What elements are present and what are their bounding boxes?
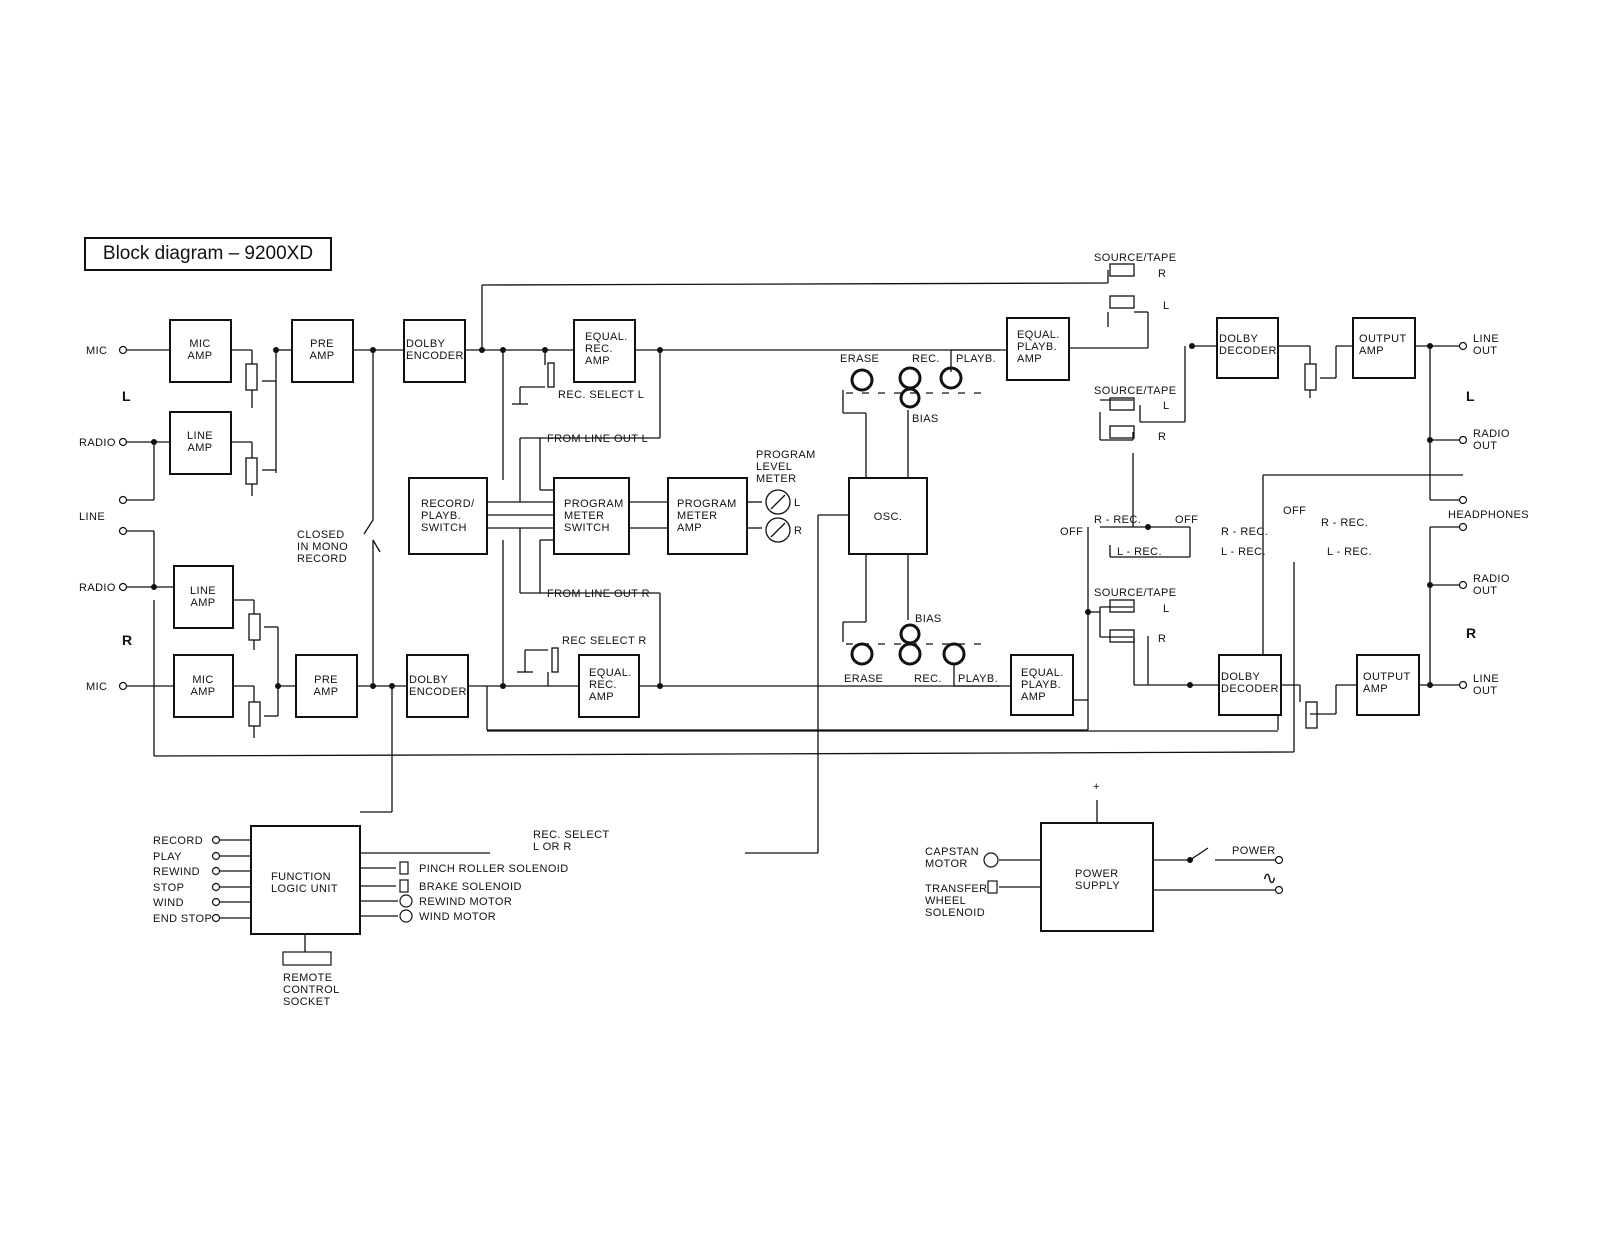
from-line-out-l-label: FROM LINE OUT L bbox=[547, 433, 649, 445]
equal-playb-amp-r-label-3: AMP bbox=[1021, 691, 1047, 703]
fn-input-play: PLAY bbox=[153, 851, 182, 863]
junction-dot bbox=[370, 347, 376, 353]
output-amp-l-label-2: AMP bbox=[1359, 345, 1385, 357]
end-stop-terminal bbox=[213, 915, 220, 922]
fn-input-end-stop: END STOP bbox=[153, 913, 213, 925]
wind-motor-icon bbox=[400, 910, 412, 922]
record-terminal bbox=[213, 837, 220, 844]
mic-r-terminal bbox=[120, 683, 127, 690]
function-logic-unit-label-2: LOGIC UNIT bbox=[271, 883, 338, 895]
source-tape-1-label: SOURCE/TAPE bbox=[1094, 252, 1177, 264]
block-labels bbox=[187, 329, 1411, 895]
line-amp-r-label-1: LINE bbox=[189, 585, 217, 597]
channel-l-left-label: L bbox=[122, 388, 131, 404]
dolby-decoder-l-label-1: DOLBY bbox=[1219, 333, 1259, 345]
pinch-roller-solenoid-icon bbox=[400, 862, 408, 874]
channel-r-left-label: R bbox=[122, 632, 133, 648]
bias-coil-l-icon bbox=[901, 389, 919, 407]
junction-dot bbox=[273, 347, 279, 353]
function-logic-unit-label-1: FUNCTION bbox=[271, 871, 332, 883]
capstan-motor-label-1: CAPSTAN bbox=[925, 846, 979, 858]
l-rec-3-label: L - REC. bbox=[1327, 546, 1372, 558]
closed-in-mono-label-1: CLOSED bbox=[297, 529, 345, 541]
program-meter-amp-label-1: PROGRAM bbox=[677, 498, 737, 510]
power-terminal-1 bbox=[1276, 857, 1283, 864]
potentiometer-icon bbox=[1305, 364, 1316, 390]
source-tape-3-label: SOURCE/TAPE bbox=[1094, 587, 1177, 599]
equal-rec-amp-l-label-3: AMP bbox=[585, 355, 611, 367]
mic-l-label: MIC bbox=[86, 345, 108, 357]
line-amp-l-label-2: AMP bbox=[187, 442, 213, 454]
junction-dot bbox=[1187, 857, 1193, 863]
program-meter-amp-label-2: METER bbox=[677, 510, 718, 522]
junction-dot bbox=[1427, 343, 1433, 349]
equal-rec-amp-r-label-2: REC. bbox=[589, 679, 617, 691]
channel-l-right-label: L bbox=[1466, 388, 1475, 404]
source-tape-1-l-label: L bbox=[1163, 300, 1170, 312]
source-tape-3-l-label: L bbox=[1163, 603, 1170, 615]
source-tape-switch-icon bbox=[1110, 600, 1134, 612]
equal-playb-amp-l-label-2: PLAYB. bbox=[1017, 341, 1058, 353]
r-rec-3-label: R - REC. bbox=[1321, 517, 1369, 529]
junction-dot bbox=[1187, 682, 1193, 688]
rec-r-label: REC. bbox=[914, 673, 942, 685]
junction-dot bbox=[1427, 582, 1433, 588]
fn-input-rewind: REWIND bbox=[153, 866, 201, 878]
playb-head-r-icon bbox=[944, 644, 964, 664]
junction-dot bbox=[151, 584, 157, 590]
dolby-encoder-l-label-2: ENCODER bbox=[406, 350, 464, 362]
program-meter-amp-label-3: AMP bbox=[677, 522, 703, 534]
equal-playb-amp-r-label-2: PLAYB. bbox=[1021, 679, 1062, 691]
junction-dot bbox=[542, 347, 548, 353]
headphones-label: HEADPHONES bbox=[1448, 509, 1530, 521]
output-amp-r-label-1: OUTPUT bbox=[1363, 671, 1411, 683]
channel-r-right-label: R bbox=[1466, 625, 1477, 641]
power-supply-label-2: SUPPLY bbox=[1075, 880, 1120, 892]
l-rec-1-label: L - REC. bbox=[1117, 546, 1162, 558]
power-supply-label-1: POWER bbox=[1075, 868, 1119, 880]
erase-r-label: ERASE bbox=[844, 673, 884, 685]
headphones-l-terminal bbox=[1460, 497, 1467, 504]
off-1-label: OFF bbox=[1175, 514, 1199, 526]
radio-r-label: RADIO bbox=[79, 582, 116, 594]
line-out-l-label-1: LINE bbox=[1473, 333, 1500, 345]
headphones-r-terminal bbox=[1460, 524, 1467, 531]
potentiometer-icon bbox=[249, 614, 260, 640]
line-l-terminal bbox=[120, 497, 127, 504]
junction-dot bbox=[500, 347, 506, 353]
fn-input-wind: WIND bbox=[153, 897, 184, 909]
junction-dot bbox=[1085, 609, 1091, 615]
mic-amp-l-label-2: AMP bbox=[187, 350, 213, 362]
from-line-out-r-label: FROM LINE OUT R bbox=[547, 588, 650, 600]
fn-input-record: RECORD bbox=[153, 835, 204, 847]
potentiometer-icon bbox=[246, 364, 257, 390]
dolby-decoder-l-label-2: DECODER bbox=[1219, 345, 1277, 357]
line-out-r-label-2: OUT bbox=[1473, 685, 1498, 697]
rewind-motor-icon bbox=[400, 895, 412, 907]
brake-solenoid-icon bbox=[400, 880, 408, 892]
rec-l-label: REC. bbox=[912, 353, 940, 365]
line-out-l-label-2: OUT bbox=[1473, 345, 1498, 357]
erase-l-label: ERASE bbox=[840, 353, 880, 365]
stop-terminal bbox=[213, 884, 220, 891]
fn-output-rewind-motor: REWIND MOTOR bbox=[419, 896, 513, 908]
dolby-decoder-r-label-2: DECODER bbox=[1221, 683, 1279, 695]
osc-label: OSC. bbox=[873, 511, 903, 523]
pre-amp-l-label-1: PRE bbox=[310, 338, 334, 350]
junction-dot bbox=[1427, 437, 1433, 443]
line-out-l-terminal bbox=[1460, 343, 1467, 350]
rec-head-l-icon bbox=[900, 368, 920, 388]
potentiometer-icon bbox=[246, 458, 257, 484]
equal-rec-amp-l-label-2: REC. bbox=[585, 343, 613, 355]
dolby-encoder-r-label-1: DOLBY bbox=[409, 674, 449, 686]
junction-dot bbox=[657, 347, 663, 353]
output-amp-l-label-1: OUTPUT bbox=[1359, 333, 1407, 345]
equal-rec-amp-l-label-1: EQUAL. bbox=[585, 331, 628, 343]
transfer-wheel-label-1: TRANSFER bbox=[925, 883, 988, 895]
pre-amp-r-label-1: PRE bbox=[314, 674, 338, 686]
junction-dot bbox=[275, 683, 281, 689]
equal-playb-amp-l-label-3: AMP bbox=[1017, 353, 1043, 365]
junction-dot bbox=[500, 683, 506, 689]
closed-in-mono-label-3: RECORD bbox=[297, 553, 348, 565]
source-tape-3-r-label: R bbox=[1158, 633, 1167, 645]
r-rec-2-label: R - REC. bbox=[1221, 526, 1269, 538]
potentiometer-icon bbox=[1306, 702, 1317, 728]
line-amp-l-label-1: LINE bbox=[186, 430, 214, 442]
erase-head-r-icon bbox=[852, 644, 872, 664]
mic-amp-r-label-2: AMP bbox=[190, 686, 216, 698]
line-out-r-label-1: LINE bbox=[1473, 673, 1500, 685]
wind-terminal bbox=[213, 899, 220, 906]
page-title: Block diagram – 9200XD bbox=[84, 237, 332, 271]
source-tape-2-l-label: L bbox=[1163, 400, 1170, 412]
play-terminal bbox=[213, 853, 220, 860]
remote-control-socket-icon bbox=[283, 952, 331, 965]
radio-out-l-terminal bbox=[1460, 437, 1467, 444]
pre-amp-l-label-2: AMP bbox=[309, 350, 335, 362]
line-label: LINE bbox=[79, 511, 106, 523]
source-tape-switch-icon bbox=[1110, 630, 1134, 642]
program-level-meter-label-2: LEVEL bbox=[756, 461, 793, 473]
program-meter-switch-label-1: PROGRAM bbox=[564, 498, 624, 510]
closed-in-mono-label-2: IN MONO bbox=[297, 541, 349, 553]
remote-control-label-1: REMOTE bbox=[283, 972, 333, 984]
playb-r-label: PLAYB. bbox=[958, 673, 999, 685]
rec-select-l-or-r-label-2: L OR R bbox=[533, 841, 572, 853]
junction-dot bbox=[389, 683, 395, 689]
dolby-encoder-r-label-2: ENCODER bbox=[409, 686, 467, 698]
junction-dot bbox=[1427, 682, 1433, 688]
junction-dot bbox=[151, 439, 157, 445]
capstan-motor-label-2: MOTOR bbox=[925, 858, 968, 870]
program-level-meter-label-3: METER bbox=[756, 473, 797, 485]
r-rec-1-label: R - REC. bbox=[1094, 514, 1142, 526]
bias-coil-r-icon bbox=[901, 625, 919, 643]
mic-amp-l-label-1: MIC bbox=[189, 338, 211, 350]
fn-output-wind-motor: WIND MOTOR bbox=[419, 911, 497, 923]
playb-l-label: PLAYB. bbox=[956, 353, 997, 365]
meter-r-label: R bbox=[794, 525, 803, 537]
blocks bbox=[170, 318, 1419, 934]
source-tape-switch-icon bbox=[1110, 296, 1134, 308]
radio-l-terminal bbox=[120, 439, 127, 446]
output-amp-r-label-2: AMP bbox=[1363, 683, 1389, 695]
equal-rec-amp-r-label-3: AMP bbox=[589, 691, 615, 703]
line-out-r-terminal bbox=[1460, 682, 1467, 689]
rec-select-r-label: REC SELECT R bbox=[562, 635, 647, 647]
source-tape-2-label: SOURCE/TAPE bbox=[1094, 385, 1177, 397]
radio-out-l-label-1: RADIO bbox=[1473, 428, 1510, 440]
line-amp-r-label-2: AMP bbox=[190, 597, 216, 609]
dolby-encoder-l-label-1: DOLBY bbox=[406, 338, 446, 350]
record-playb-switch-label-3: SWITCH bbox=[421, 522, 467, 534]
mic-r-label: MIC bbox=[86, 681, 108, 693]
meters bbox=[766, 490, 790, 542]
equal-rec-amp-r-label-1: EQUAL. bbox=[589, 667, 632, 679]
junction-dots bbox=[151, 343, 1433, 863]
bias-r-label: BIAS bbox=[915, 613, 942, 625]
ac-symbol-icon: ∿ bbox=[1262, 868, 1278, 888]
equal-playb-amp-l-label-1: EQUAL. bbox=[1017, 329, 1060, 341]
equal-playb-amp-r-label-1: EQUAL. bbox=[1021, 667, 1064, 679]
remote-control-label-3: SOCKET bbox=[283, 996, 331, 1008]
junction-dot bbox=[657, 683, 663, 689]
off-2-label: OFF bbox=[1060, 526, 1084, 538]
record-playb-switch-label-2: PLAYB. bbox=[421, 510, 462, 522]
radio-l-label: RADIO bbox=[79, 437, 116, 449]
fn-output-pinch-roller: PINCH ROLLER SOLENOID bbox=[419, 863, 569, 875]
radio-out-l-label-2: OUT bbox=[1473, 440, 1498, 452]
erase-head-l-icon bbox=[852, 370, 872, 390]
source-tape-2-r-label: R bbox=[1158, 431, 1167, 443]
radio-out-r-label-2: OUT bbox=[1473, 585, 1498, 597]
power-label: POWER bbox=[1232, 845, 1276, 857]
radio-out-r-terminal bbox=[1460, 582, 1467, 589]
pre-amp-r-label-2: AMP bbox=[313, 686, 339, 698]
program-level-meter-label-1: PROGRAM bbox=[756, 449, 816, 461]
transfer-wheel-label-3: SOLENOID bbox=[925, 907, 986, 919]
record-playb-switch-label-1: RECORD/ bbox=[421, 498, 475, 510]
dolby-decoder-r-label-1: DOLBY bbox=[1221, 671, 1261, 683]
rec-select-l-label: REC. SELECT L bbox=[558, 389, 645, 401]
line-r-terminal bbox=[120, 528, 127, 535]
junction-dot bbox=[1189, 343, 1195, 349]
mic-l-terminal bbox=[120, 347, 127, 354]
rec-head-r-icon bbox=[900, 644, 920, 664]
meter-l-label: L bbox=[794, 497, 801, 509]
l-rec-2-label: L - REC. bbox=[1221, 546, 1266, 558]
junction-dot bbox=[370, 683, 376, 689]
fn-input-stop: STOP bbox=[153, 882, 185, 894]
source-tape-1-r-label: R bbox=[1158, 268, 1167, 280]
program-meter-switch-label-3: SWITCH bbox=[564, 522, 610, 534]
program-meter-switch-label-2: METER bbox=[564, 510, 605, 522]
rewind-terminal bbox=[213, 868, 220, 875]
junction-dot bbox=[479, 347, 485, 353]
fn-output-brake-solenoid: BRAKE SOLENOID bbox=[419, 881, 522, 893]
source-tape-switch-icon bbox=[1110, 264, 1134, 276]
potentiometer-icon bbox=[249, 702, 260, 726]
junction-dot bbox=[1145, 524, 1151, 530]
off-3-label: OFF bbox=[1283, 505, 1307, 517]
rec-select-l-switch-icon bbox=[548, 363, 554, 387]
remote-control-label-2: CONTROL bbox=[283, 984, 340, 996]
rec-select-r-switch-icon bbox=[552, 648, 558, 672]
source-tape-switch-icon bbox=[1110, 426, 1134, 438]
bias-l-label: BIAS bbox=[912, 413, 939, 425]
capstan-motor-icon bbox=[984, 853, 998, 867]
transfer-wheel-label-2: WHEEL bbox=[925, 895, 967, 907]
transfer-wheel-solenoid-icon bbox=[988, 881, 997, 893]
radio-r-terminal bbox=[120, 584, 127, 591]
mic-amp-r-label-1: MIC bbox=[192, 674, 214, 686]
plus-label: + bbox=[1093, 781, 1100, 793]
rec-select-l-or-r-label-1: REC. SELECT bbox=[533, 829, 610, 841]
radio-out-r-label-1: RADIO bbox=[1473, 573, 1510, 585]
